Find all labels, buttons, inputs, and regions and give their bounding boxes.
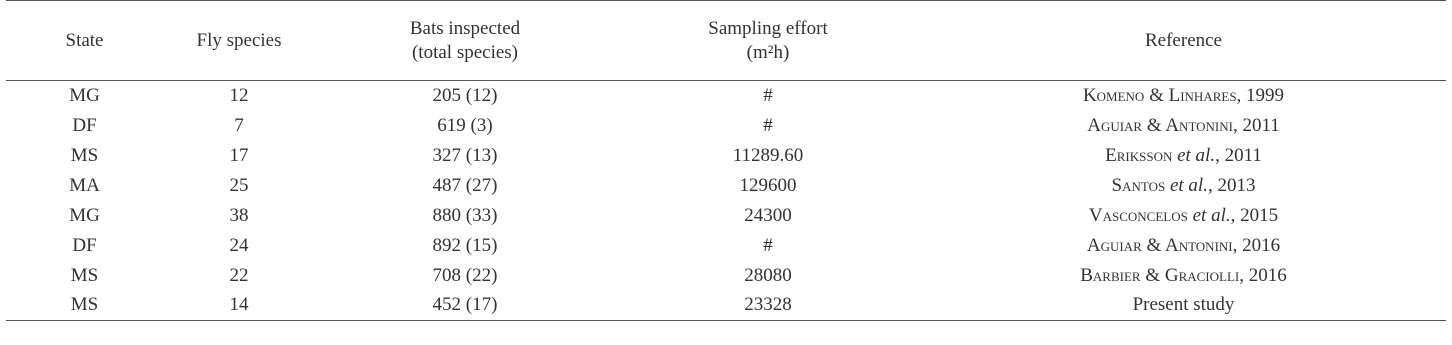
cell-effort: 11289.60 xyxy=(732,144,804,166)
cell-state: DF xyxy=(72,234,97,256)
ref-year: , 2016 xyxy=(1239,264,1287,286)
cell-fly-species: 22 xyxy=(229,264,249,286)
ref-authors: Barbier & Graciolli xyxy=(1080,264,1240,286)
cell-effort: # xyxy=(763,234,773,256)
header-bats-inspected xyxy=(315,1,615,81)
header-effort-line1: Sampling effort xyxy=(708,17,828,39)
ref-etal: et al. xyxy=(1172,144,1216,166)
cell-effort: # xyxy=(763,84,773,106)
cell-bats: 487 (27) xyxy=(432,174,498,196)
header-bats-line1: Bats inspected xyxy=(409,17,521,39)
table-row xyxy=(6,231,1446,261)
cell-reference xyxy=(921,201,1446,231)
cell-reference xyxy=(921,261,1446,291)
ref-authors: Aguiar & Antonini xyxy=(1086,234,1233,256)
table-row xyxy=(6,171,1446,201)
cell-bats: 205 (12) xyxy=(432,84,498,106)
cell-fly-species: 17 xyxy=(229,144,249,166)
cell-state: MG xyxy=(69,204,100,226)
cell-reference xyxy=(921,231,1446,261)
table-row xyxy=(6,291,1446,321)
cell-state: MG xyxy=(69,84,100,106)
cell-fly-species: 7 xyxy=(234,114,244,136)
ref-year: , 2016 xyxy=(1232,234,1281,256)
header-reference: Reference xyxy=(1145,29,1222,51)
cell-effort: 23328 xyxy=(744,294,792,316)
cell-fly-species: 25 xyxy=(229,174,249,196)
cell-effort: 28080 xyxy=(744,264,792,286)
cell-bats: 619 (3) xyxy=(437,114,493,136)
cell-bats: 452 (17) xyxy=(432,294,498,316)
cell-effort: 24300 xyxy=(744,204,792,226)
cell-bats: 880 (33) xyxy=(432,204,498,226)
header-sampling-effort xyxy=(615,1,921,81)
ref-authors: Vasconcelos xyxy=(1088,204,1188,226)
cell-fly-species: 14 xyxy=(229,294,249,316)
cell-reference xyxy=(921,111,1446,141)
header-fly-species: Fly species xyxy=(196,29,282,51)
table-row xyxy=(6,141,1446,171)
ref-year: , 2013 xyxy=(1207,174,1256,196)
cell-bats: 327 (13) xyxy=(432,144,498,166)
cell-fly-species: 38 xyxy=(229,204,249,226)
cell-state: MS xyxy=(70,264,99,286)
ref-year: , 1999 xyxy=(1236,84,1285,106)
cell-state: MS xyxy=(70,144,99,166)
cell-state: MS xyxy=(70,294,99,316)
ref-year: , 2011 xyxy=(1215,144,1262,166)
cell-reference xyxy=(921,141,1446,171)
table-row xyxy=(6,261,1446,291)
ref-authors: Santos xyxy=(1111,174,1166,196)
ref-authors: Eriksson xyxy=(1105,144,1173,166)
cell-bats: 708 (22) xyxy=(432,264,498,286)
ref-etal: et al. xyxy=(1187,204,1231,226)
ref-year: Present study xyxy=(1132,294,1235,316)
ref-etal: et al. xyxy=(1165,174,1208,196)
ref-year: , 2015 xyxy=(1230,204,1279,226)
header-bats-line2: (total species) xyxy=(411,41,519,63)
cell-bats: 892 (15) xyxy=(432,234,498,256)
cell-reference xyxy=(921,171,1446,201)
cell-fly-species: 24 xyxy=(229,234,249,256)
cell-state: MA xyxy=(69,174,100,196)
cell-state: DF xyxy=(72,114,97,136)
ref-authors: Aguiar & Antonini xyxy=(1087,114,1233,136)
table-row xyxy=(6,111,1446,141)
cell-reference xyxy=(921,291,1446,321)
header-state: State xyxy=(65,29,104,51)
cell-effort: # xyxy=(763,114,773,136)
studies-table xyxy=(6,0,1446,321)
header-row xyxy=(6,1,1446,81)
table-row xyxy=(6,81,1446,111)
cell-reference xyxy=(921,81,1446,111)
ref-authors: Komeno & Linhares xyxy=(1082,84,1237,106)
cell-fly-species: 12 xyxy=(229,84,249,106)
header-effort-line2: (m²h) xyxy=(746,41,790,63)
cell-effort: 129600 xyxy=(739,174,797,196)
table-row xyxy=(6,201,1446,231)
ref-year: , 2011 xyxy=(1232,114,1280,136)
